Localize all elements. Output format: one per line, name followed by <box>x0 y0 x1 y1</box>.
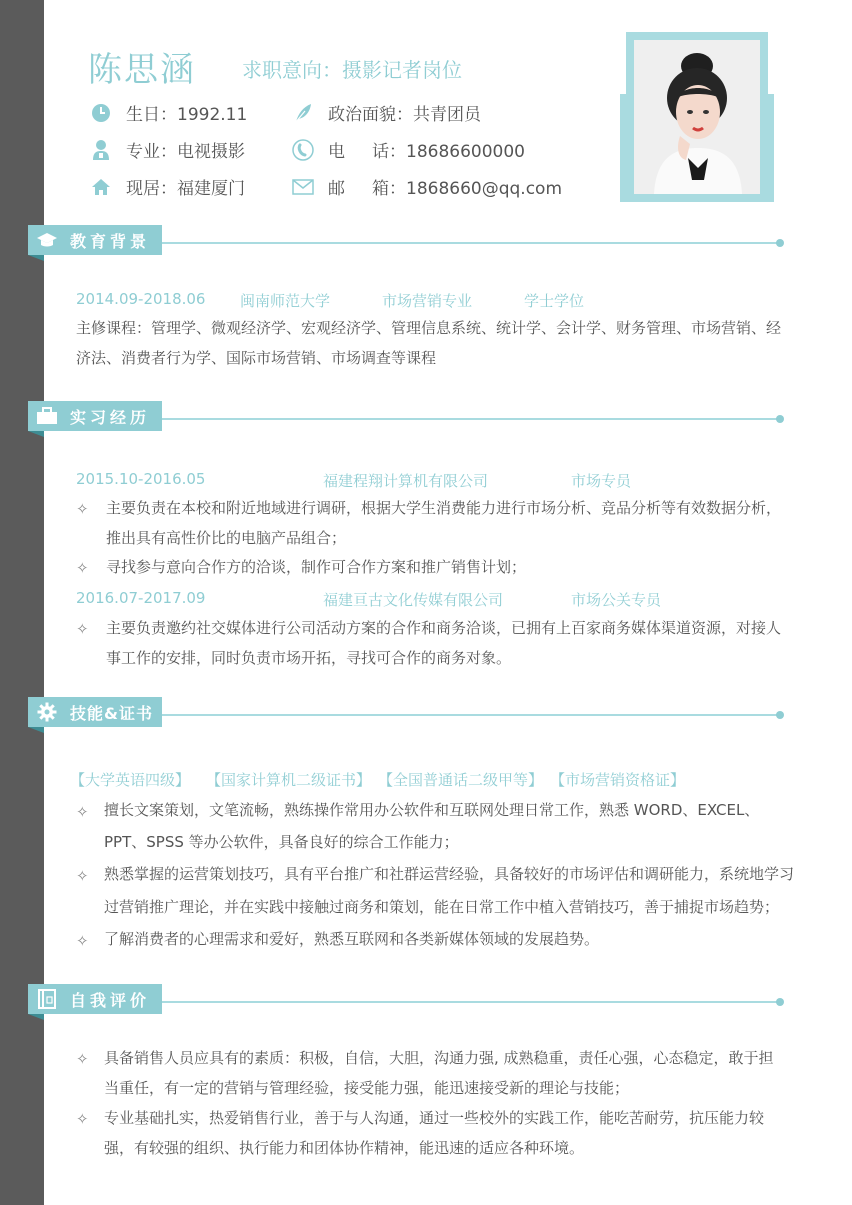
graduation-cap-icon <box>36 229 58 251</box>
job1-role: 市场专员 <box>571 472 632 490</box>
info-major <box>90 137 245 162</box>
skills-bullet1-line2: PPT、SPSS 等办公软件，具备良好的综合工作能力； <box>104 833 459 851</box>
residence-text: 现居：福建厦门 <box>126 179 245 199</box>
bullet-icon: ✧ <box>76 1050 89 1068</box>
bullet-icon: ✧ <box>76 932 89 950</box>
edu-courses-line2: 济法、消费者行为学、国际市场营销、市场调查等课程 <box>76 349 437 367</box>
section-internship-header <box>28 401 788 431</box>
section-self-eval-header <box>28 984 788 1014</box>
politics-text: 政治面貌：共青团员 <box>328 105 481 125</box>
person-icon <box>90 139 112 161</box>
job2-bullet1-line1: 主要负责邀约社交媒体进行公司活动方案的合作和商务洽谈，已拥有上百家商务媒体渠道资源，对接人 <box>106 619 782 637</box>
section-education-header <box>28 225 788 255</box>
info-residence <box>90 174 245 199</box>
profile-photo <box>634 40 760 194</box>
info-politics <box>292 100 481 125</box>
self-eval-tab <box>28 984 162 1014</box>
bullet-icon: ✧ <box>76 867 89 885</box>
skills-bullet3: 了解消费者的心理需求和爱好，熟悉互联网和各类新媒体领域的发展趋势。 <box>104 930 600 948</box>
phone-label: 电 <box>328 142 345 162</box>
info-birthday <box>90 100 247 125</box>
job1-company: 福建程翔计算机有限公司 <box>323 472 489 490</box>
job2-role: 市场公关专员 <box>571 591 662 609</box>
education-tab <box>28 225 162 255</box>
job2-date: 2016.07-2017.09 <box>76 589 206 607</box>
bullet-icon: ✧ <box>76 559 89 577</box>
edu-courses-line1: 主修课程：管理学、微观经济学、宏观经济学、管理信息系统、统计学、会计学、财务管理、市场营销、经 <box>76 319 782 337</box>
bullet-icon: ✧ <box>76 500 89 518</box>
home-icon <box>90 176 112 198</box>
skills-title: 技能&证书 <box>70 703 153 723</box>
info-phone <box>292 137 525 162</box>
bullet-icon: ✧ <box>76 803 89 821</box>
briefcase-icon <box>36 405 58 427</box>
skills-tab <box>28 697 162 727</box>
photo-frame <box>626 32 768 202</box>
skills-bullet2-line1: 熟悉掌握的运营策划技巧，具有平台推广和社群运营经验，具备较好的市场评估和调研能力，系统地学习 <box>104 865 795 883</box>
job1-bullet1-line1: 主要负责在本校和附近地域进行调研，根据大学生消费能力进行市场分析、竞品分析等有效数据分析， <box>106 499 782 517</box>
birthday-text: 生日：1992.11 <box>126 105 248 125</box>
self-eval-bullet1-line1: 具备销售人员应具有的素质：积极，自信，大胆，沟通力强, 成熟稳重，责任心强，心态稳定，敢于担 <box>104 1049 774 1067</box>
self-eval-bullet2-line1: 专业基础扎实，热爱销售行业，善于与人沟通，通过一些校外的实践工作，能吃苦耐劳，抗压能力较 <box>104 1109 765 1127</box>
left-sidebar-strip <box>0 0 44 1205</box>
edu-degree: 学士学位 <box>524 292 585 310</box>
job1-date: 2015.10-2016.05 <box>76 470 206 488</box>
skills-bullet1-line1: 擅长文案策划，文笔流畅，熟练操作常用办公软件和互联网处理日常工作，熟悉 WORD、EXCEL、 <box>104 801 760 819</box>
clock-icon <box>90 102 112 124</box>
edu-school: 闽南师范大学 <box>240 292 331 310</box>
job-intent: 求职意向：摄影记者岗位 <box>242 58 462 82</box>
mail-icon <box>292 176 314 198</box>
section-skills-header <box>28 697 788 727</box>
phone-text: 话：18686600000 <box>372 142 525 162</box>
bullet-icon: ✧ <box>76 620 89 638</box>
self-eval-bullet2-line2: 强，有较强的组织、执行能力和团体协作精神，能迅速的适应各种环境。 <box>104 1139 585 1157</box>
edu-major: 市场营销专业 <box>382 292 473 310</box>
email-text: 箱：1868660@qq.com <box>372 179 563 199</box>
cert-item: 【大学英语四级】 <box>70 771 191 789</box>
feather-icon <box>292 102 314 124</box>
email-label: 邮 <box>328 179 345 199</box>
job2-company: 福建亘古文化传媒有限公司 <box>323 591 504 609</box>
job2-bullet1-line2: 事工作的安排，同时负责市场开拓，寻找可合作的商务对象。 <box>106 649 512 667</box>
info-email <box>292 174 562 199</box>
cert-item: 【全国普通话二级甲等】 <box>378 771 544 789</box>
bullet-icon: ✧ <box>76 1110 89 1128</box>
book-icon <box>36 988 58 1010</box>
phone-icon <box>292 139 314 161</box>
candidate-name: 陈思涵 <box>88 50 196 90</box>
gear-icon <box>36 701 58 723</box>
cert-item: 【市场营销资格证】 <box>550 771 686 789</box>
edu-date: 2014.09-2018.06 <box>76 290 206 308</box>
major-text: 专业：电视摄影 <box>126 142 245 162</box>
self-eval-bullet1-line2: 当重任，有一定的营销与管理经验，接受能力强，能迅速接受新的理论与技能； <box>104 1079 630 1097</box>
skills-bullet2-line2: 过营销推广理论，并在实践中接触过商务和策划，能在日常工作中植入营销技巧，善于捕捉市场趋势； <box>104 898 780 916</box>
internship-tab <box>28 401 162 431</box>
job1-bullet2: 寻找参与意向合作方的洽谈，制作可合作方案和推广销售计划； <box>106 558 527 576</box>
internship-title: 实习经历 <box>70 407 151 427</box>
cert-item: 【国家计算机二级证书】 <box>206 771 372 789</box>
self-eval-title: 自我评价 <box>70 990 151 1010</box>
education-title: 教育背景 <box>70 231 151 251</box>
job1-bullet1-line2: 推出具有高性价比的电脑产品组合； <box>106 529 347 547</box>
